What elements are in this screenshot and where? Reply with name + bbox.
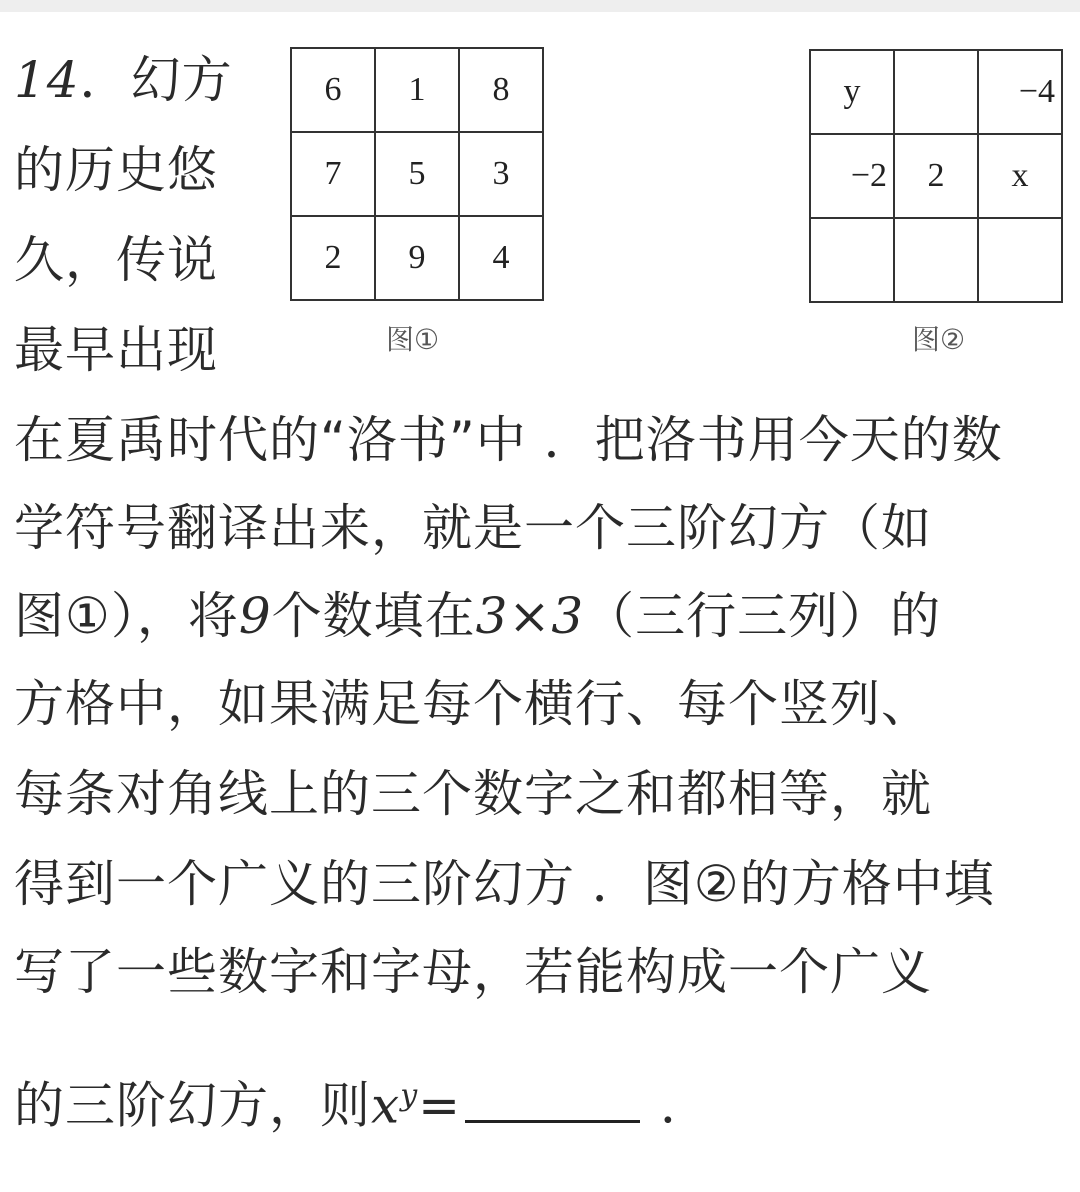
figure-2-cell: −2 (811, 135, 895, 219)
line-7-text-b: 个数填在 (271, 587, 476, 645)
question-line-10: 得到一个广义的三阶幻方 ．图②的方格中填 (14, 855, 995, 913)
line-7-text-a: 图①），将 (14, 587, 239, 645)
question-line-3: 久，传说 (14, 231, 218, 289)
figure-2-grid (809, 49, 1063, 303)
figure-1-caption: 图① (386, 323, 440, 356)
answer-blank[interactable] (465, 1080, 640, 1123)
question-line-2: 的历史悠 (14, 141, 218, 199)
figure-1-cell: 8 (460, 49, 544, 133)
figure-1-grid (290, 47, 544, 301)
figure-2-cell (895, 219, 979, 303)
question-line-11: 写了一些数字和字母，若能构成一个广义 (14, 943, 932, 1001)
question-line-1 (14, 50, 233, 110)
figure-1-cell: 3 (460, 133, 544, 217)
question-line-7 (14, 586, 941, 646)
top-bar (0, 0, 1080, 12)
figure-2-cell (979, 219, 1063, 303)
question-line-8: 方格中，如果满足每个横行、每个竖列、 (14, 675, 932, 733)
question-number: 14 (14, 51, 80, 109)
question-line-6: 学符号翻译出来，就是一个三阶幻方（如 (14, 499, 932, 557)
question-line-5: 在夏禹时代的“洛书”中 ．把洛书用今天的数 (14, 411, 1003, 469)
figure-1-cell: 9 (376, 217, 460, 301)
line-7-nine: 9 (238, 587, 272, 645)
figure-2-cell (811, 219, 895, 303)
question-line-12 (14, 1066, 711, 1136)
figure-2-cell (895, 51, 979, 135)
figure-1-cell: 6 (292, 49, 376, 133)
figure-1-cell: 2 (292, 217, 376, 301)
power-exponent-y: y (400, 1078, 419, 1113)
figure-1-cell: 4 (460, 217, 544, 301)
figure-2-cell-x: x (979, 135, 1063, 219)
equals-sign: = (418, 1076, 462, 1135)
question-line-9: 每条对角线上的三个数字之和都相等，就 (14, 765, 932, 823)
figure-2-cell: 2 (895, 135, 979, 219)
figure-1-cell: 5 (376, 133, 460, 217)
figure-2-cell-y: y (811, 51, 895, 135)
line-7-math: 3×3 (475, 587, 585, 645)
question-line-4: 最早出现 (14, 321, 218, 379)
line-12-end: ． (660, 1076, 712, 1135)
line-7-text-c: （三行三列）的 (584, 587, 942, 645)
figure-1-cell: 1 (376, 49, 460, 133)
figure-2-cell: −4 (979, 51, 1063, 135)
intro-text-1: ．幻方 (79, 51, 233, 109)
power-base-x: x (371, 1076, 401, 1135)
figure-1-cell: 7 (292, 133, 376, 217)
line-12-text: 的三阶幻方，则 (14, 1076, 371, 1135)
figure-2-caption: 图② (912, 323, 966, 356)
